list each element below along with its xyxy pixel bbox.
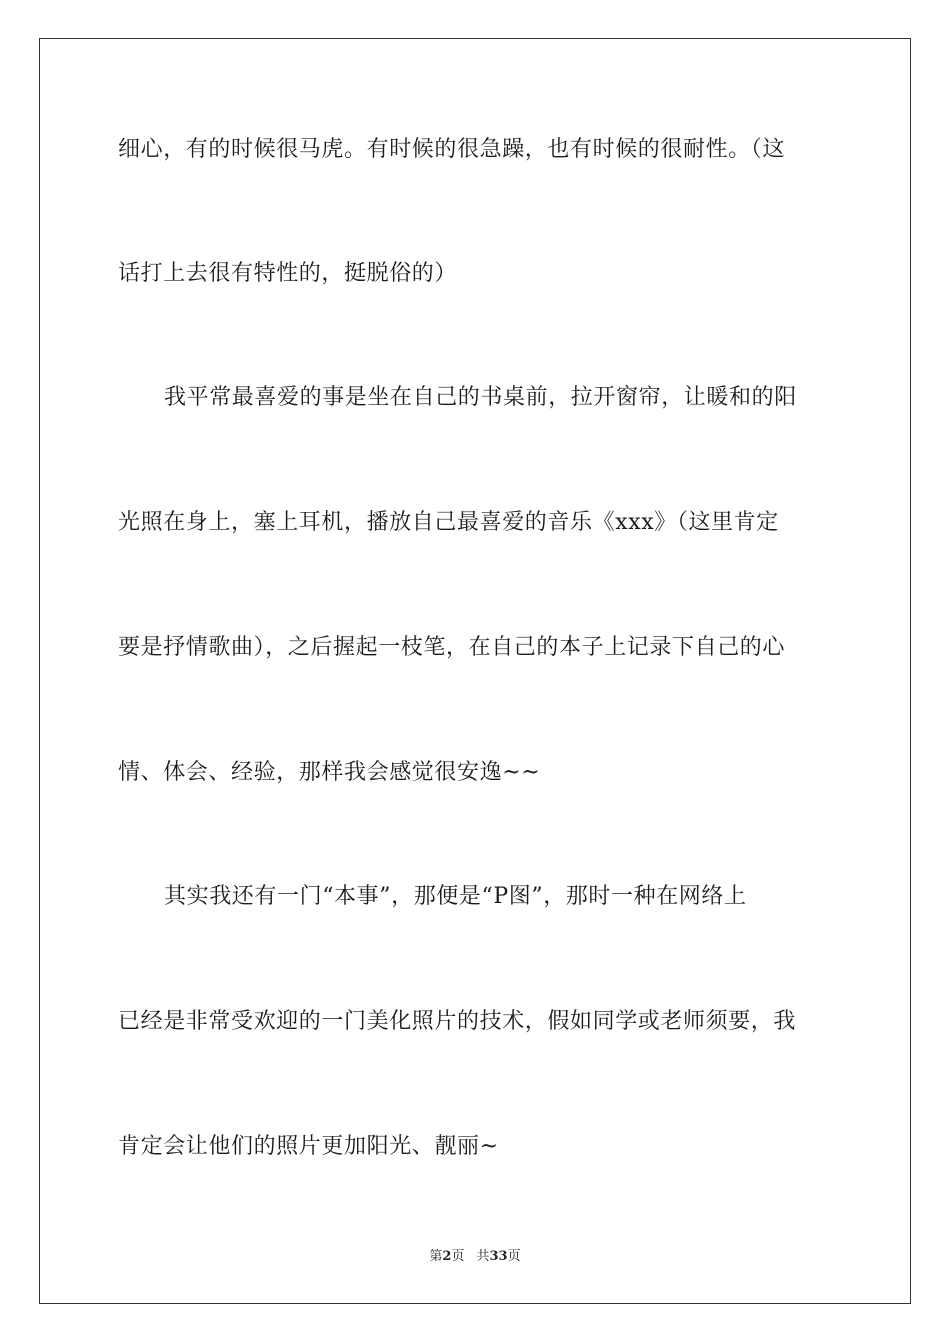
footer-total-unit: 页 <box>507 1249 521 1264</box>
current-page-number: 2 <box>442 1249 452 1264</box>
text-line-8: 已经是非常受欢迎的一门美化照片的技术，假如同学或老师须要，我 <box>118 1009 797 1034</box>
total-pages-number: 33 <box>489 1249 508 1264</box>
text-line-4: 光照在身上，塞上耳机，播放自己最喜爱的音乐《xxx》（这里肯定 <box>118 510 779 535</box>
text-line-2: 话打上去很有特性的，挺脱俗的） <box>118 261 458 286</box>
footer-prefix: 第 <box>429 1249 443 1264</box>
text-line-1: 细心，有的时候很马虎。有时候的很急躁，也有时候的很耐性。（这 <box>118 137 786 162</box>
text-line-3: 我平常最喜爱的事是坐在自己的书桌前，拉开窗帘，让暖和的阳 <box>164 385 797 410</box>
text-line-7: 其实我还有一门“本事”，那便是“P图”，那时一种在网络上 <box>164 884 747 909</box>
footer-total-prefix: 共 <box>476 1249 490 1264</box>
page-border <box>39 38 911 1304</box>
footer-page-unit: 页 <box>451 1249 465 1264</box>
text-line-5: 要是抒情歌曲），之后握起一枝笔，在自己的本子上记录下自己的心 <box>118 635 786 660</box>
page-footer <box>0 1248 950 1266</box>
text-line-6: 情、体会、经验，那样我会感觉很安逸~~ <box>118 760 541 785</box>
text-line-9: 肯定会让他们的照片更加阳光、靓丽~ <box>118 1134 499 1159</box>
